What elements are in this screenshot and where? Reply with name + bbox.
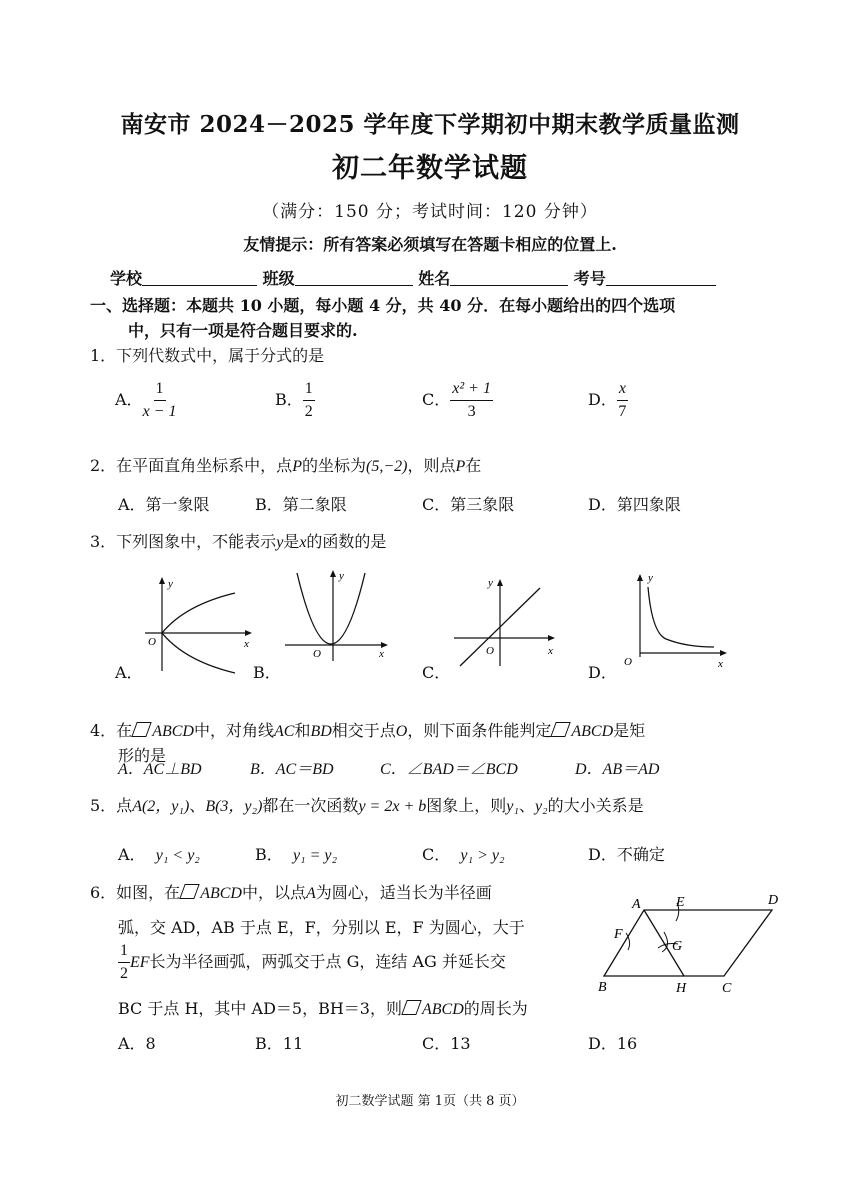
class-label: 班级 (262, 269, 295, 288)
graph-a-y-label: y (168, 578, 173, 590)
graph-d-origin: O (624, 656, 632, 667)
q6-option-b: B．11 (255, 1034, 304, 1053)
parallelogram-symbol (131, 722, 151, 737)
section1-line1: 一、选择题：本题共 10 小题，每小题 4 分，共 40 分．在每小题给出的四个选项 (90, 296, 676, 315)
q3-graph-c (452, 570, 562, 670)
graph-a-x-label: x (244, 638, 249, 650)
fig-label-f: F (614, 927, 623, 942)
graph-b-origin: O (313, 648, 321, 660)
fig-label-e: E (676, 895, 685, 910)
q3-label-b: B． (253, 663, 281, 682)
fig-label-h: H (676, 981, 687, 996)
fig-label-g: G (672, 939, 683, 954)
q5-option-d: D．不确定 (588, 845, 665, 864)
graph-b-y-label: y (339, 570, 344, 582)
q3-stem: 3．下列图象中，不能表示y是x的函数的是 (90, 532, 387, 551)
q4-line1: 4．在 ABCD中，对角线AC和BD相交于点O，则下面条件能判定 ABCD是矩 (90, 721, 646, 740)
exam-subtitle: 初二年数学试题 (332, 153, 528, 184)
q4-option-b: B．AC＝BD (250, 761, 334, 778)
number-blank[interactable] (606, 269, 716, 286)
page-footer: 初二数学试题 第 1页（共 8 页） (335, 1094, 525, 1109)
q6-option-c: C．13 (422, 1034, 471, 1053)
q1-option-d: D． $\frac{x}{7}$ (588, 380, 627, 420)
exam-info: （满分：150 分；考试时间：120 分钟） (262, 202, 598, 222)
q6-line2: 弧，交 AD，AB 于点 E，F，分别以 E，F 为圆心，大于 (118, 918, 525, 937)
q6-parallelogram-figure (592, 888, 787, 998)
parallelogram-symbol (551, 722, 571, 737)
graph-b-x-label: x (379, 648, 384, 660)
q1-stem: 1．下列代数式中，属于分式的是 (90, 346, 325, 365)
graph-d-x-label: x (718, 658, 723, 667)
q1-option-c: C． $\frac{\text{x² + 1}}{3}$ (422, 380, 491, 420)
q3-graph-b (283, 565, 393, 665)
q2-option-c: C．第三象限 (422, 495, 515, 514)
q3-label-a: A． (115, 663, 143, 682)
q4-line2: 形的是 (118, 746, 167, 765)
exam-title: 南安市 2024－2025 学年度下学期初中期末教学质量监测 (120, 111, 740, 138)
q6-line4: BC 于点 H，其中 AD＝5，BH＝3，则 ABCD的周长为 (118, 999, 528, 1018)
graph-c-origin: O (486, 645, 494, 657)
class-blank[interactable] (295, 269, 413, 286)
q1-option-b: B． $\frac{1}{2}$ (275, 380, 313, 420)
q2-option-d: D．第四象限 (588, 495, 681, 514)
q4-option-a: A．AC⊥BD (118, 761, 202, 778)
graph-a-origin: O (148, 636, 156, 648)
q2-option-b: B．第二象限 (255, 495, 347, 514)
q4-option-d: D．AB＝AD (575, 761, 660, 778)
fig-label-c: C (722, 981, 732, 996)
fig-label-d: D (768, 893, 779, 908)
q5-option-b: B． y₁ = y₂ (255, 845, 338, 864)
name-blank[interactable] (450, 269, 568, 286)
parallelogram-symbol (179, 884, 199, 899)
friendly-tip: 友情提示：所有答案必须填写在答题卡相应的位置上. (243, 235, 617, 254)
q5-option-a: A． y₁ < y₂ (118, 845, 200, 864)
q4-option-c: C．∠BAD＝∠BCD (380, 761, 518, 778)
parallelogram-symbol (401, 1000, 421, 1015)
q3-label-d: D． (588, 663, 617, 682)
graph-c-y-label: y (488, 577, 493, 589)
q1-option-a: A． $\frac{1}{x - 1}$ (115, 380, 177, 420)
graph-c-x-label: x (548, 645, 553, 657)
q6-line1: 6．如图，在 ABCD中，以点A为圆心，适当长为半径画 (90, 883, 492, 902)
q6-option-a: A．8 (118, 1034, 156, 1053)
q3-graph-d (618, 567, 733, 667)
fig-label-a: A (632, 897, 641, 912)
q2-option-a: A．第一象限 (118, 495, 210, 514)
q5-stem: 5．点A(2，y₁)、B(3，y₂)都在一次函数y = 2x + b图象上，则y₁、y₂的大小关系是 (90, 796, 644, 815)
fig-label-b: B (598, 980, 607, 995)
q3-graph-a (140, 575, 255, 675)
student-fields (110, 266, 716, 289)
graph-d-y-label: y (648, 572, 653, 584)
school-blank[interactable] (142, 269, 257, 286)
q6-line3: $\frac{1}{2}$ EF长为半径画弧，两弧交于点 G，连结 AG 并延长交 (120, 942, 506, 982)
name-label: 姓名 (418, 269, 451, 288)
q2-stem: 2．在平面直角坐标系中，点P的坐标为(5,−2)，则点P在 (90, 456, 482, 475)
q5-option-c: C． y₁ > y₂ (422, 845, 505, 864)
q3-label-c: C． (422, 663, 451, 682)
school-label: 学校 (110, 269, 143, 288)
number-label: 考号 (573, 269, 606, 288)
section1-line2: 中，只有一项是符合题目要求的. (128, 321, 358, 340)
q6-option-d: D．16 (588, 1034, 638, 1053)
